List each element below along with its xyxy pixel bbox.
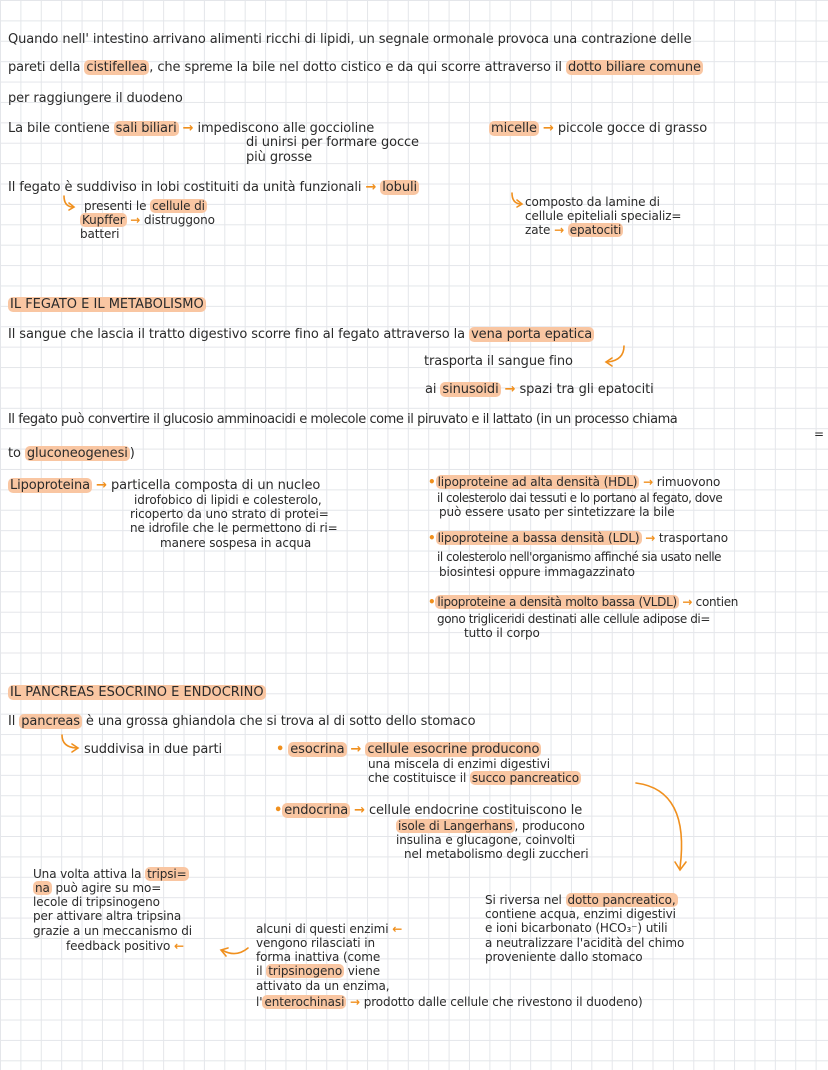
esocrina-line-2: una miscela di enzimi digestivi bbox=[368, 757, 550, 771]
gluco-line-2: to gluconeogenesi ) bbox=[8, 446, 135, 461]
highlight-hdl: lipoproteine ad alta densità (HDL) bbox=[437, 475, 638, 489]
lipo-desc-4: ne idrofile che le permettono di ri= bbox=[130, 521, 338, 535]
tripsina-line-3: lecole di tripsinogeno bbox=[33, 895, 160, 909]
highlight-cellule-di: cellule di bbox=[152, 199, 205, 213]
ldl-line-2: il colesterolo nell'organismo affinché sia usato nelle bbox=[437, 550, 722, 564]
bullet-icon: • bbox=[428, 475, 436, 489]
lipo-desc-2: idrofobico di lipidi e colesterolo, bbox=[134, 493, 322, 507]
left-arrow-icon: ← bbox=[392, 922, 403, 936]
sinusoidi-line: ai sinusoidi → spazi tra gli epatociti bbox=[425, 382, 654, 397]
kupffer-line-3: batteri bbox=[80, 227, 120, 241]
trasporta-line: trasporta il sangue fino bbox=[424, 354, 573, 369]
highlight-kupffer: Kupffer bbox=[82, 213, 125, 227]
dotto-line-4: a neutralizzare l'acidità del chimo bbox=[485, 936, 685, 950]
endocrina-line-4: nel metabolismo degli zuccheri bbox=[404, 847, 589, 861]
tripsina-line-1: Una volta attiva la tripsi= bbox=[33, 867, 187, 881]
bile-line: La bile contiene sali biliari → impediscono alle goccioline bbox=[8, 121, 375, 136]
arrow-icon: → bbox=[682, 595, 693, 609]
highlight-tripsina: tripsi= bbox=[147, 867, 187, 881]
enzimi-line-3: forma inattiva (come bbox=[256, 950, 381, 964]
kupffer-line-2: Kupffer → distruggono bbox=[82, 213, 215, 227]
gluco-equals: = bbox=[814, 427, 824, 441]
hdl-line-1: • lipoproteine ad alta densità (HDL) → rimuovono bbox=[428, 475, 721, 489]
enzimi-line-1: alcuni di questi enzimi ← bbox=[256, 922, 403, 936]
arrow-icon: → bbox=[182, 121, 194, 136]
section-title-fegato: IL FEGATO E IL METABOLISMO bbox=[10, 297, 204, 312]
highlight-micelle: micelle bbox=[491, 121, 537, 136]
endocrina-line-3: insulina e glucagone, coinvolti bbox=[396, 833, 576, 847]
dotto-line-1: Si riversa nel dotto pancreatico, bbox=[485, 893, 676, 907]
tripsina-line-6: feedback positivo ← bbox=[66, 939, 184, 953]
vldl-line-3: tutto il corpo bbox=[464, 626, 540, 640]
highlight-pancreas: pancreas bbox=[21, 714, 80, 729]
esocrina-line-3: che costituisce il succo pancreatico bbox=[368, 771, 579, 785]
intro-line-2: pareti della cistifellea , che spreme la bile nel dotto cistico e da qui scorre attraverso il dotto biliare comune bbox=[8, 60, 701, 75]
arrow-icon: → bbox=[645, 531, 656, 545]
highlight-epatociti: epatociti bbox=[569, 223, 622, 237]
highlight-lipoproteina: Lipoproteina bbox=[10, 478, 91, 493]
bile-line-3: più grosse bbox=[246, 150, 313, 165]
lipo-desc-5: manere sospesa in acqua bbox=[160, 536, 312, 550]
highlight-cellule-esocrine: cellule esocrine producono bbox=[367, 742, 540, 757]
highlight-sali-biliari: sali biliari bbox=[115, 121, 177, 136]
endocrina-line-2: isole di Langerhans , producono bbox=[398, 819, 585, 833]
gluco-line-1: Il fegato può convertire il glucosio amminoacidi e molecole come il piruvato e il lattato (in un processo chiama bbox=[8, 412, 678, 427]
vldl-line-1: • lipoproteine a densità molto bassa (VLDL) → contien bbox=[428, 595, 739, 609]
highlight-vldl: lipoproteine a densità molto bassa (VLDL) bbox=[437, 595, 677, 609]
curve-arrow-succo bbox=[636, 783, 682, 868]
bullet-icon: • bbox=[276, 742, 285, 757]
bile-line-2: di unirsi per formare gocce bbox=[246, 135, 419, 150]
micelle-line: micelle → piccole gocce di grasso bbox=[491, 121, 708, 136]
suddivisa-line: suddivisa in due parti bbox=[84, 742, 222, 757]
ldl-line-3: biosintesi oppure immagazzinato bbox=[439, 565, 635, 579]
arrow-icon: → bbox=[504, 382, 516, 397]
lobuli-line-1: composto da lamine di bbox=[525, 195, 660, 209]
highlight-succo-pancreatico: succo pancreatico bbox=[471, 771, 579, 785]
endocrina-line: • endocrina → cellule endocrine costituiscono le bbox=[274, 803, 583, 818]
arrow-icon: → bbox=[350, 742, 362, 757]
bullet-icon: • bbox=[428, 595, 436, 609]
enzimi-line-2: vengono rilasciati in bbox=[256, 936, 375, 950]
highlight-lobuli: lobuli bbox=[382, 180, 417, 195]
sangue-line: Il sangue che lascia il tratto digestivo scorre fino al fegato attraverso la vena porta epatica bbox=[8, 327, 593, 342]
ldl-line-1: • lipoproteine a bassa densità (LDL) → trasportano bbox=[428, 531, 728, 545]
highlight-esocrina: esocrina bbox=[290, 742, 345, 757]
kupffer-line-1: presenti le cellule di bbox=[84, 199, 205, 213]
highlight-tripsinogeno: tripsinogeno bbox=[268, 964, 343, 978]
arrow-icon: → bbox=[350, 995, 360, 1009]
lobuli-line-3: zate → epatociti bbox=[525, 223, 622, 237]
fegato-line: Il fegato è suddiviso in lobi costituiti da unità funzionali → lobuli bbox=[8, 180, 417, 195]
pancreas-line: Il pancreas è una grossa ghiandola che si trova al di sotto dello stomaco bbox=[8, 714, 476, 729]
intro-line-3: per raggiungere il duodeno bbox=[8, 91, 183, 106]
highlight-ldl: lipoproteine a bassa densità (LDL) bbox=[437, 531, 640, 545]
arrow-icon: → bbox=[554, 223, 565, 237]
tripsina-line-4: per attivare altra tripsina bbox=[33, 909, 182, 923]
highlight-dotto-biliare: dotto biliare comune bbox=[567, 60, 701, 75]
enzimi-line-5: attivato da un enzima, bbox=[256, 979, 390, 993]
highlight-enterochinasi: enterochinasi bbox=[264, 995, 345, 1009]
highlight-vena-porta: vena porta epatica bbox=[471, 327, 593, 342]
lipo-desc-3: ricoperto da uno strato di protei= bbox=[130, 507, 329, 521]
dotto-line-2: contiene acqua, enzimi digestivi bbox=[485, 907, 676, 921]
arrow-icon: → bbox=[365, 180, 377, 195]
vldl-line-2: gono trigliceridi destinati alle cellule adipose di= bbox=[437, 612, 711, 626]
arrow-icon: → bbox=[130, 213, 141, 227]
arrow-icon: → bbox=[643, 475, 654, 489]
arrow-icon: → bbox=[354, 803, 365, 818]
highlight-isole-langerhans: isole di Langerhans bbox=[398, 819, 513, 833]
arrow-icon: → bbox=[96, 478, 107, 493]
enzimi-line-4: il tripsinogeno viene bbox=[256, 964, 381, 978]
tripsina-line-5: grazie a un meccanismo di bbox=[33, 924, 193, 938]
bullet-icon: • bbox=[428, 531, 436, 545]
dotto-line-3: e ioni bicarbonato (HCO₃⁻) utili bbox=[485, 921, 668, 935]
highlight-sinusoidi: sinusoidi bbox=[442, 382, 499, 397]
bullet-icon: • bbox=[274, 803, 283, 818]
arrow-icon: → bbox=[543, 121, 554, 136]
tripsina-line-2: na può agire su mo= bbox=[35, 881, 162, 895]
hdl-line-3: può essere usato per sintetizzare la bile bbox=[439, 505, 675, 519]
lipoproteina-line: Lipoproteina → particella composta di un nucleo bbox=[10, 478, 321, 493]
left-arrow-icon: ← bbox=[174, 939, 184, 953]
highlight-cistifellea: cistifellea bbox=[86, 60, 148, 75]
lobuli-line-2: cellule epiteliali specializ= bbox=[525, 209, 682, 223]
enzimi-line-6: l' enterochinasi → prodotto dalle cellule che rivestono il duodeno) bbox=[256, 995, 643, 1009]
highlight-endocrina: endocrina bbox=[284, 803, 349, 818]
dotto-line-5: proveniente dallo stomaco bbox=[485, 950, 643, 964]
intro-line-1: Quando nell' intestino arrivano alimenti ricchi di lipidi, un segnale ormonale provoca una contrazione delle bbox=[8, 32, 692, 47]
highlight-dotto-pancreatico: dotto pancreatico, bbox=[567, 893, 676, 907]
hdl-line-2: il colesterolo dai tessuti e lo portano al fegato, dove bbox=[437, 491, 723, 505]
section-title-pancreas: IL PANCREAS ESOCRINO E ENDOCRINO bbox=[10, 685, 264, 700]
highlight-gluconeogenesi: gluconeogenesi bbox=[26, 446, 128, 461]
